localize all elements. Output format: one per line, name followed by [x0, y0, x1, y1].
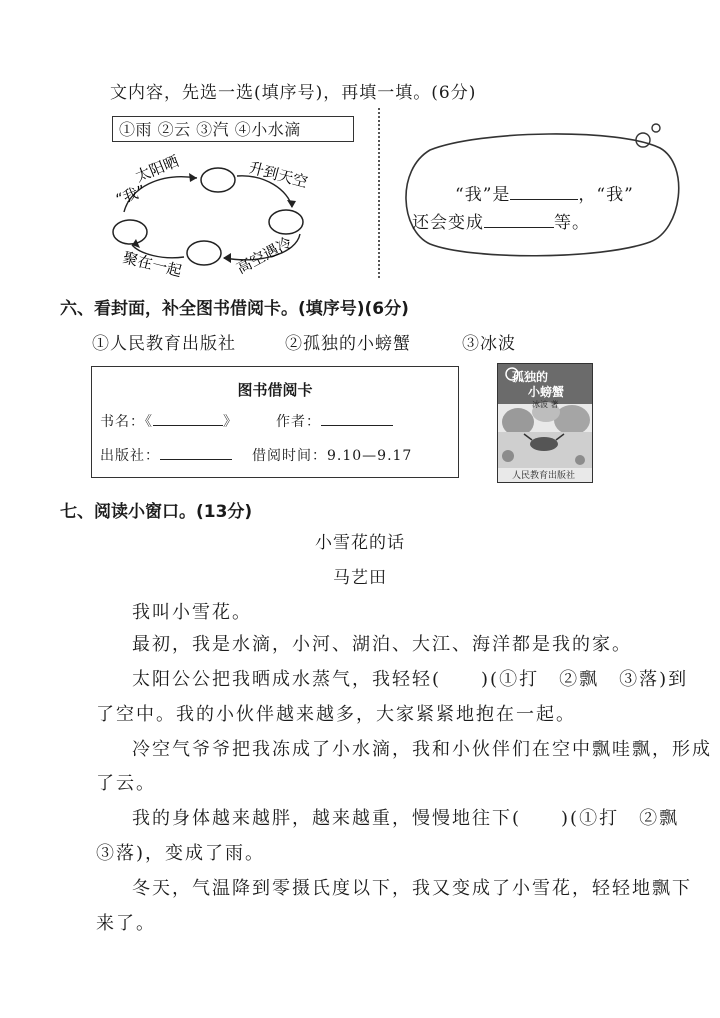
bubble-line-2 [412, 208, 590, 233]
fill-blank[interactable] [510, 198, 578, 200]
book-name-close: 》 [223, 414, 238, 430]
card-author [276, 411, 393, 431]
paragraph-line: 冷空气爷爷把我冻成了小水滴，我和小伙伴们在空中飘哇飘，形成 [132, 739, 712, 760]
paragraph-line: 最初，我是水滴，小河、湖泊、大江、海洋都是我的家。 [132, 634, 632, 655]
cycle-blank-3 [187, 241, 221, 265]
cover-publisher: 人民教育出版社 [512, 471, 576, 481]
q6-option-3: ③冰波 [462, 334, 516, 354]
paragraph-line: 我的身体越来越胖，越来越重，慢慢地往下( )(①打 ②飘 [132, 808, 680, 829]
card-publisher [100, 445, 232, 465]
cycle-blank-2 [269, 210, 303, 234]
paragraph-line: 了空中。我的小伙伴越来越多，大家紧紧地抱在一起。 [96, 704, 576, 725]
q6-option-2: ②孤独的小螃蟹 [285, 334, 411, 354]
bubble-text-1b: ，“我” [578, 185, 634, 205]
paragraph-line: 太阳公公把我晒成水蒸气，我轻轻( )(①打 ②飘 ③落)到 [132, 669, 689, 690]
bubble-text-2b: 等。 [554, 213, 590, 233]
bubble-text-1a: “我”是 [455, 185, 511, 205]
card-title: 图书借阅卡 [237, 381, 313, 399]
bubble-text-2a: 还会变成 [412, 213, 484, 233]
q7-heading: 七、阅读小窗口。(13分) [60, 502, 253, 522]
card-book-name [100, 411, 238, 431]
q5-instruction: 文内容，先选一选(填序号)，再填一填。(6分) [110, 83, 477, 103]
cycle-label-up: 升到天空 [246, 158, 310, 192]
cycle-label-wo: “我” [113, 181, 148, 209]
fill-blank[interactable] [484, 226, 554, 228]
cover-title-1: 孤独的 [512, 370, 549, 384]
bubble-line-1 [455, 180, 634, 205]
book-name-label: 书名：《 [100, 414, 153, 430]
arrow-1-head [189, 173, 197, 182]
cover-author: 冰波 著 [532, 400, 559, 409]
arrow-2-head [287, 200, 296, 208]
cycle-label-gather: 聚在一起 [121, 248, 184, 280]
book-name-blank[interactable] [153, 424, 223, 426]
cycle-label-sun: 太阳晒 [132, 152, 182, 186]
card-borrow-time: 借阅时间：9.10—9.17 [252, 448, 413, 464]
water-cycle-diagram [100, 150, 370, 280]
author-blank[interactable] [321, 424, 393, 426]
arrow-3-head [223, 253, 231, 263]
passage-title: 小雪花的话 [315, 533, 405, 553]
cycle-label-cold: 高空遇冷 [233, 233, 295, 278]
q6-option-1: ①人民教育出版社 [92, 334, 236, 354]
publisher-label: 出版社： [100, 448, 160, 464]
cycle-blank-4 [113, 220, 147, 244]
author-label: 作者： [276, 414, 321, 430]
q6-heading: 六、看封面，补全图书借阅卡。(填序号)(6分) [60, 299, 409, 319]
book-cover-image [497, 363, 593, 483]
passage-author: 马艺田 [333, 568, 387, 588]
paragraph-line: 来了。 [96, 913, 156, 934]
cover-title-2: 小螃蟹 [528, 385, 565, 399]
paragraph-line: 了云。 [96, 773, 156, 794]
library-card [91, 366, 459, 478]
paragraph-line: 我叫小雪花。 [132, 602, 252, 623]
paragraph-line: ③落)，变成了雨。 [96, 843, 266, 864]
publisher-blank[interactable] [160, 458, 232, 460]
paragraph-line: 冬天，气温降到零摄氏度以下，我又变成了小雪花，轻轻地飘下 [132, 878, 692, 899]
cycle-blank-1 [201, 168, 235, 192]
section-divider [378, 108, 380, 278]
q5-options-box: ①雨 ②云 ③汽 ④小水滴 [112, 116, 354, 142]
